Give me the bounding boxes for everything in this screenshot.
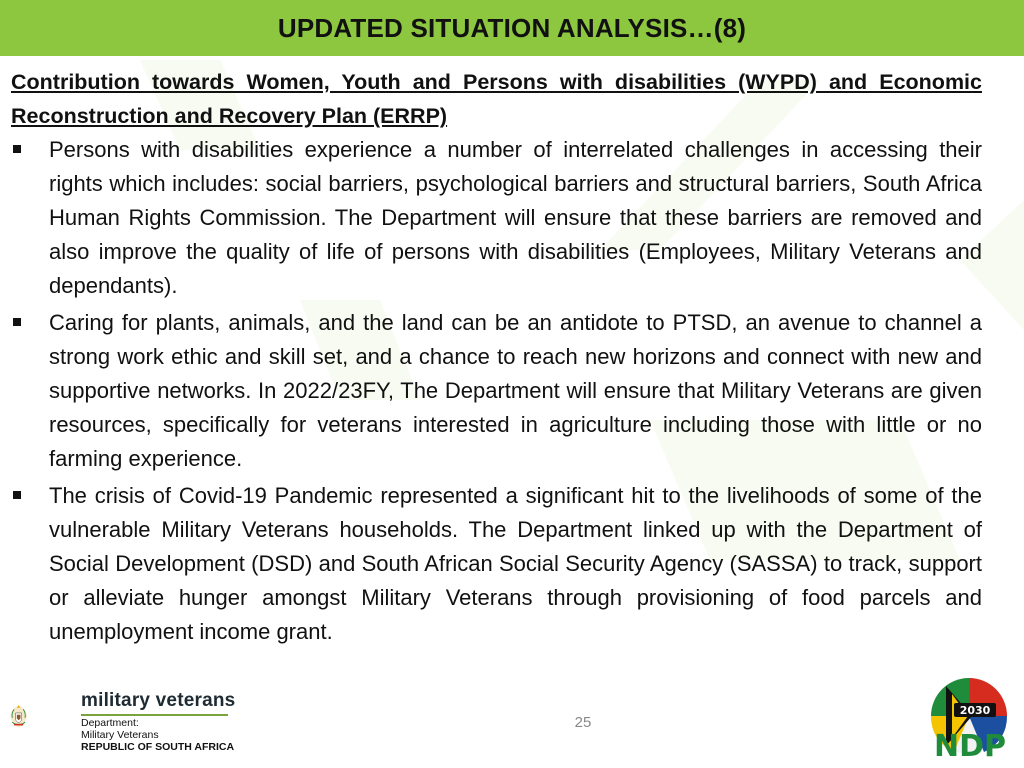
square-bullet-icon [13,491,21,499]
dept-line-3: REPUBLIC OF SOUTH AFRICA [81,741,235,753]
dept-line-2: Military Veterans [81,729,159,741]
ndp-year: 2030 [959,704,991,717]
slide-content [11,65,982,652]
coat-of-arms-icon [8,676,78,756]
org-name: military veterans [81,690,236,711]
title-bar [0,0,1024,56]
ndp-logo-icon [924,676,1014,762]
ndp-text: NDP [934,729,1006,762]
department-label [81,717,234,753]
list-item [11,479,982,649]
dept-line-1: Department: [81,717,139,729]
square-bullet-icon [13,145,21,153]
list-item [11,133,982,303]
slide-title: UPDATED SITUATION ANALYSIS…(8) [277,13,747,43]
divider [81,714,228,716]
section-heading: Contribution towards Women, Youth and Persons with disabilities (WYPD) and Economic Reconstruction and Recovery Plan (ERRP) [11,70,982,128]
bullet-text: The crisis of Covid-19 Pandemic represented a significant hit to the livelihoods of some of the vulnerable Military Veterans households. The Department linked up with the Department of Social Development (DSD) and South African Social Security Agency (SASSA) to track, support or alleviate hunger amongst Military Veterans through provisioning of food parcels and unemployment income grant. [49,483,982,644]
bullet-text: Caring for plants, animals, and the land can be an antidote to PTSD, an avenue to channel a strong work ethic and skill set, and a chance to reach new horizons and connect with new and supportive networks. In 2022/23FY, The Department will ensure that Military Veterans are given resources, specifically for veterans interested in agriculture including those with little or no farming experience. [49,310,982,471]
square-bullet-icon [13,318,21,326]
page-number: 25 [574,714,592,731]
bullet-list [11,133,982,649]
list-item [11,306,982,476]
bullet-text: Persons with disabilities experience a number of interrelated challenges in accessing their rights which includes: social barriers, psychological barriers and structural barriers, South Africa Human Rights Commission. The Department will ensure that these barriers are removed and also improve the quality of life of persons with disabilities (Employees, Military Veterans and dependants). [49,137,982,298]
